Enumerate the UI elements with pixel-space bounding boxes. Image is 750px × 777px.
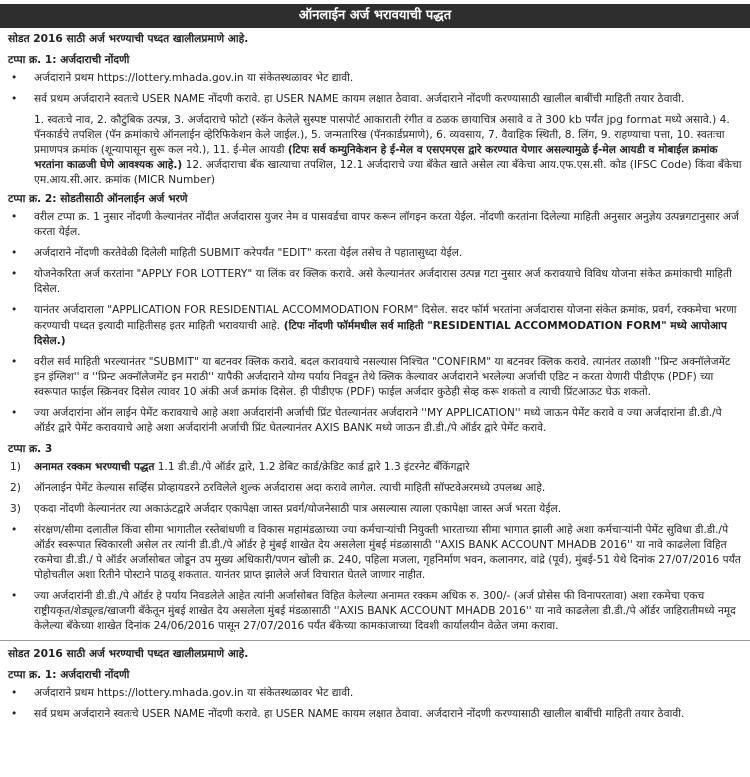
stage3-bullets [6,523,744,634]
numbered-item [6,460,744,475]
list-item: • वरील टप्पा क्र. 1 नुसार नोंदणी केल्यानंतर नोंदीत अर्जदारास युजर नेम व पासवर्डचा वापर करून लॉगइन करता येईल. नोंदणी करतांना दिलेल्या माहिती अनुसार अनुज्ञेय उत्पन्नगटानुसार अर्ज करता येईल. [6,210,744,240]
repeat-stage1-title: टप्पा क्र. 1: अर्जदाराची नोंदणी [8,669,130,682]
page-banner: ऑनलाईन अर्ज भरावयाची पद्धत [0,4,750,28]
item-number: 1) [10,460,21,473]
stage3-numbered-list [6,460,744,517]
stage1-details [34,113,742,188]
list-item: • संरक्षण/सीमा दलातील किंवा सीमा भागातील रस्तेबांधणी व विकास महामंडळाच्या ज्या कर्मचाऱ्यांची नियुक्ती भारताच्या सीमा भागात झाली आहे अशा कर्मचाऱ्यांनी पेमेंट सुविधा डी.डी./पे ऑर्डर स्वरूपात स्विकारली असेल तर त्यांनी डी.डी./पे ऑर्डर हे मुंबई शाखेत देय असलेला मुंबई मंडळासाठी ''AXIS BANK ACCOUNT MHADB 2016'' या नावे काढलेला विहित रकमेचा डी.डी./ पे ऑर्डर अर्जासोबत जोडून उप मुख्य अधिकारी/पणन खोली क्र. 240, पहिला मजला, गृहनिर्माण भवन, कलानगर, वांद्रे (पूर्व), मुंबई-51 येथे दिनांक 27/07/2016 पर्यंत पोहोचतील अशा रितीने पोस्टाने पाठवू शकतात. यानंतर प्राप्त झालेले अर्ज विचारात घेतले जाणार नाहीत. [6,523,744,583]
item-text: यानंतर अर्जदाराला "APPLICATION FOR RESIDENTIAL ACCOMMODATION FORM" दिसेल. सदर फॉर्म भरतांना अर्जदारास योजना संकेत क्रमांक, प्रवर्ग, रक्कमेचा भरणा करण्याची पध्दत इत्यादी माहितीसह इतर माहिती भरावयाची आहे. [34,304,737,332]
details-text-2: 12. अर्जदाराचा बँक खात्याचा तपशिल, 12.1 अर्जदाराचे ज्या बँकेत खाते असेल त्या बँकेचा आय.एफ.एस.सी. कोड (IFSC Code) किंवा बँकेचा एम.आय.सी.आर. क्रमांक (MICR Number) [34,159,742,187]
stage2-title: टप्पा क्र. 2: सोडतीसाठी ऑनलाईन अर्ज भरणे [8,193,188,206]
item-text: 1.1 डी.डी./पे ऑर्डर द्वारे, 1.2 डेबिट कार्ड/क्रेडिट कार्ड द्वारे 1.3 इंटरनेट बँकिंगद्वारे [154,460,470,473]
list-item: • वरील सर्व माहिती भरल्यानंतर "SUBMIT" या बटनवर क्लिक करावे. बदल करावयाचे नसल्यास निश्चित "CONFIRM" या बटनवर क्लिक करावे. त्यानंतर तळाशी ''प्रिन्ट अक्नॉलेजमेंट इन इंग्लिश'' व ''प्रिन्ट अक्नॉलेजमेंट इन मराठी'' यापैकी अर्जदाराने योग्य पर्याय निवडून तेथे क्लिक केल्यावर अर्जदाराने भरलेल्या अर्जाची एडिट न करता येणारी पीडीएफ (PDF) च्या स्वरूपात फाईल स्क्रिनवर दिसेल त्यावर 10 अंकी अर्ज क्रमांक दिसेल. ही पीडीएफ (PDF) फाईल अर्जदार कुठेही सेव्ह करू शकतो व त्याची प्रिंटआऊट घेऊ शकतो. [6,355,744,400]
section-divider [0,640,750,641]
list-item: • ज्या अर्जदारांना ऑन लाईन पेमेंट करावयाचे आहे अशा अर्जदारांनी अर्जाची प्रिंट घेतल्यानंतर अर्जदाराने ''MY APPLICATION'' मध्ये जाऊन पेमेंट करावे व ज्या अर्जदारांना डी.डी./पे ऑर्डर द्वारे पेमेंट करावयाचे आहे अशा अर्जदारांनी अर्जाची प्रिंट घेतल्यानंतर AXIS BANK मध्ये जाऊन डी.डी./पे ऑर्डर द्वारे पेमेंट करावे. [6,406,744,436]
list-item: • अर्जदाराने प्रथम https://lottery.mhada.gov.in या संकेतस्थळावर भेट द्यावी. [6,71,744,86]
list-item: • सर्व प्रथम अर्जदाराने स्वतःचे USER NAME नोंदणी करावे. हा USER NAME कायम लक्षात ठेवावा. अर्जदाराने नोंदणी करण्यासाठी खालील बाबींची माहिती तयार ठेवावी. [6,707,744,722]
intro-heading: सोडत 2016 साठी अर्ज भरण्याची पध्दत खालीलप्रमाणे आहे. [8,33,249,45]
repeat-list [6,686,744,722]
list-item: • सर्व प्रथम अर्जदाराने स्वतःचे USER NAME नोंदणी करावे. हा USER NAME कायम लक्षात ठेवावा. अर्जदाराने नोंदणी करण्यासाठी खालील बाबींची माहिती तयार ठेवावी. [6,92,744,107]
item-number: 3) [10,502,21,515]
stage1-list [6,71,744,107]
item-bold: अनामत रक्कम भरण्याची पद्धत [34,460,155,473]
details-note: (टिपः सर्व कम्युनिकेशन हे ई-मेल व एसएमएस द्वारे करण्यात येणार असल्यामुळे ई-मेल आयडी व मोबाईल क्रमांक भरतांना काळजी घेणे आवश्यक आहे.) [34,144,718,172]
item-number: 2) [10,481,21,494]
repeat-intro: सोडत 2016 साठी अर्ज भरण्याची पध्दत खालीलप्रमाणे आहे. [8,648,249,661]
numbered-item [6,502,744,517]
list-item: • अर्जदाराने नोंदणी करतेवेळी दिलेली माहिती SUBMIT करेपर्यंत "EDIT" करता येईल तसेच ते पहातासुध्दा येईल. [6,246,744,261]
list-item: • योजनेकरिता अर्ज करतांना "APPLY FOR LOTTERY" या लिंक वर क्लिक करावे. असे केल्यानंतर अर्जदारास उत्पन्न गटा नुसार अर्ज करावयाचे विविध योजना संकेत क्रमांकाची माहिती दिसेल. [6,267,744,297]
list-item: • ज्या अर्जदारांनी डी.डी./पे ऑर्डर हे पर्याय निवडलेले आहेत त्यांनी अर्जासोबत विहित केलेल्या अनामत रक्कम अधिक रु. 300/- (अर्ज प्रोसेस फी विनापरतावा) अशा रकमेचा एकच राष्ट्रीयकृत/शेड्यूल्ड/खाजगी बँकेतून मुंबई शाखेत देय असलेला मुंबई मंडळासाठी ''AXIS BANK ACCOUNT MHADB 2016'' या नावे काढलेला डी.डी./पे ऑर्डर जाहिरातीमध्ये नमूद केलेल्या बँकेच्या शाखेत दिनांक 24/06/2016 पासून 27/07/2016 पर्यंत बँकेच्या कामकाजाच्या दिवशी कार्यालयीन वेळेत जमा करावा. [6,589,744,634]
stage3-title: टप्पा क्र. 3 [8,442,53,455]
item-text: ऑनलाईन पेमेंट केल्यास सर्व्हिस प्रोव्हायडरने ठरविलेले शुल्क अर्जदारास अदा करावे लागेल. त्याची माहिती सॉफ्टवेअरमध्ये उपलब्ध आहे. [34,481,546,494]
item-text: एकदा नोंदणी केल्यानंतर त्या अकाऊंटद्वारे अर्जदार एकापेक्षा जास्त प्रवर्ग/योजनेसाठी पात्र असल्यास त्याला एकापेक्षा जास्त अर्ज भरता येईल. [34,502,562,515]
list-item [6,303,744,348]
item-note: (टिपः नोंदणी फॉर्ममधील सर्व माहिती "RESIDENTIAL ACCOMMODATION FORM" मध्ये आपोआप दिसेल.) [34,319,727,347]
stage1-title: टप्पा क्र. 1: अर्जदाराची नोंदणी [8,54,130,67]
details-text: 1. स्वतःचे नाव, 2. कौटुंबिक उत्पन्न, 3. अर्जदाराचे फोटो (स्कॅन केलेले सुस्पष्ट पासपोर्ट आकाराती रंगीत व ठळक छायाचित्र असावे व ते 300 kb पर्यंत jpg format मध्ये असावे.) 4. पॅनकार्डचे तपशिल (पॅन क्रमांकाचे ऑनलाईन व्हेरिफिकेशन केले जाईल.), 5. जन्मतारिख (पॅनकार्डप्रमाणे), 6. व्यवसाय, 7. वैवाहिक स्थिती, 8. लिंग, 9. राहण्याचा पत्ता, 10. स्वतःचा प्रमाणपत्र क्रमांक (शून्यापासून सुरू कल नये.), 11. ई-मेल आयडी [34,114,730,157]
numbered-item [6,481,744,496]
list-item: • अर्जदाराने प्रथम https://lottery.mhada.gov.in या संकेतस्थळावर भेट द्यावी. [6,686,744,701]
stage2-list [6,210,744,435]
